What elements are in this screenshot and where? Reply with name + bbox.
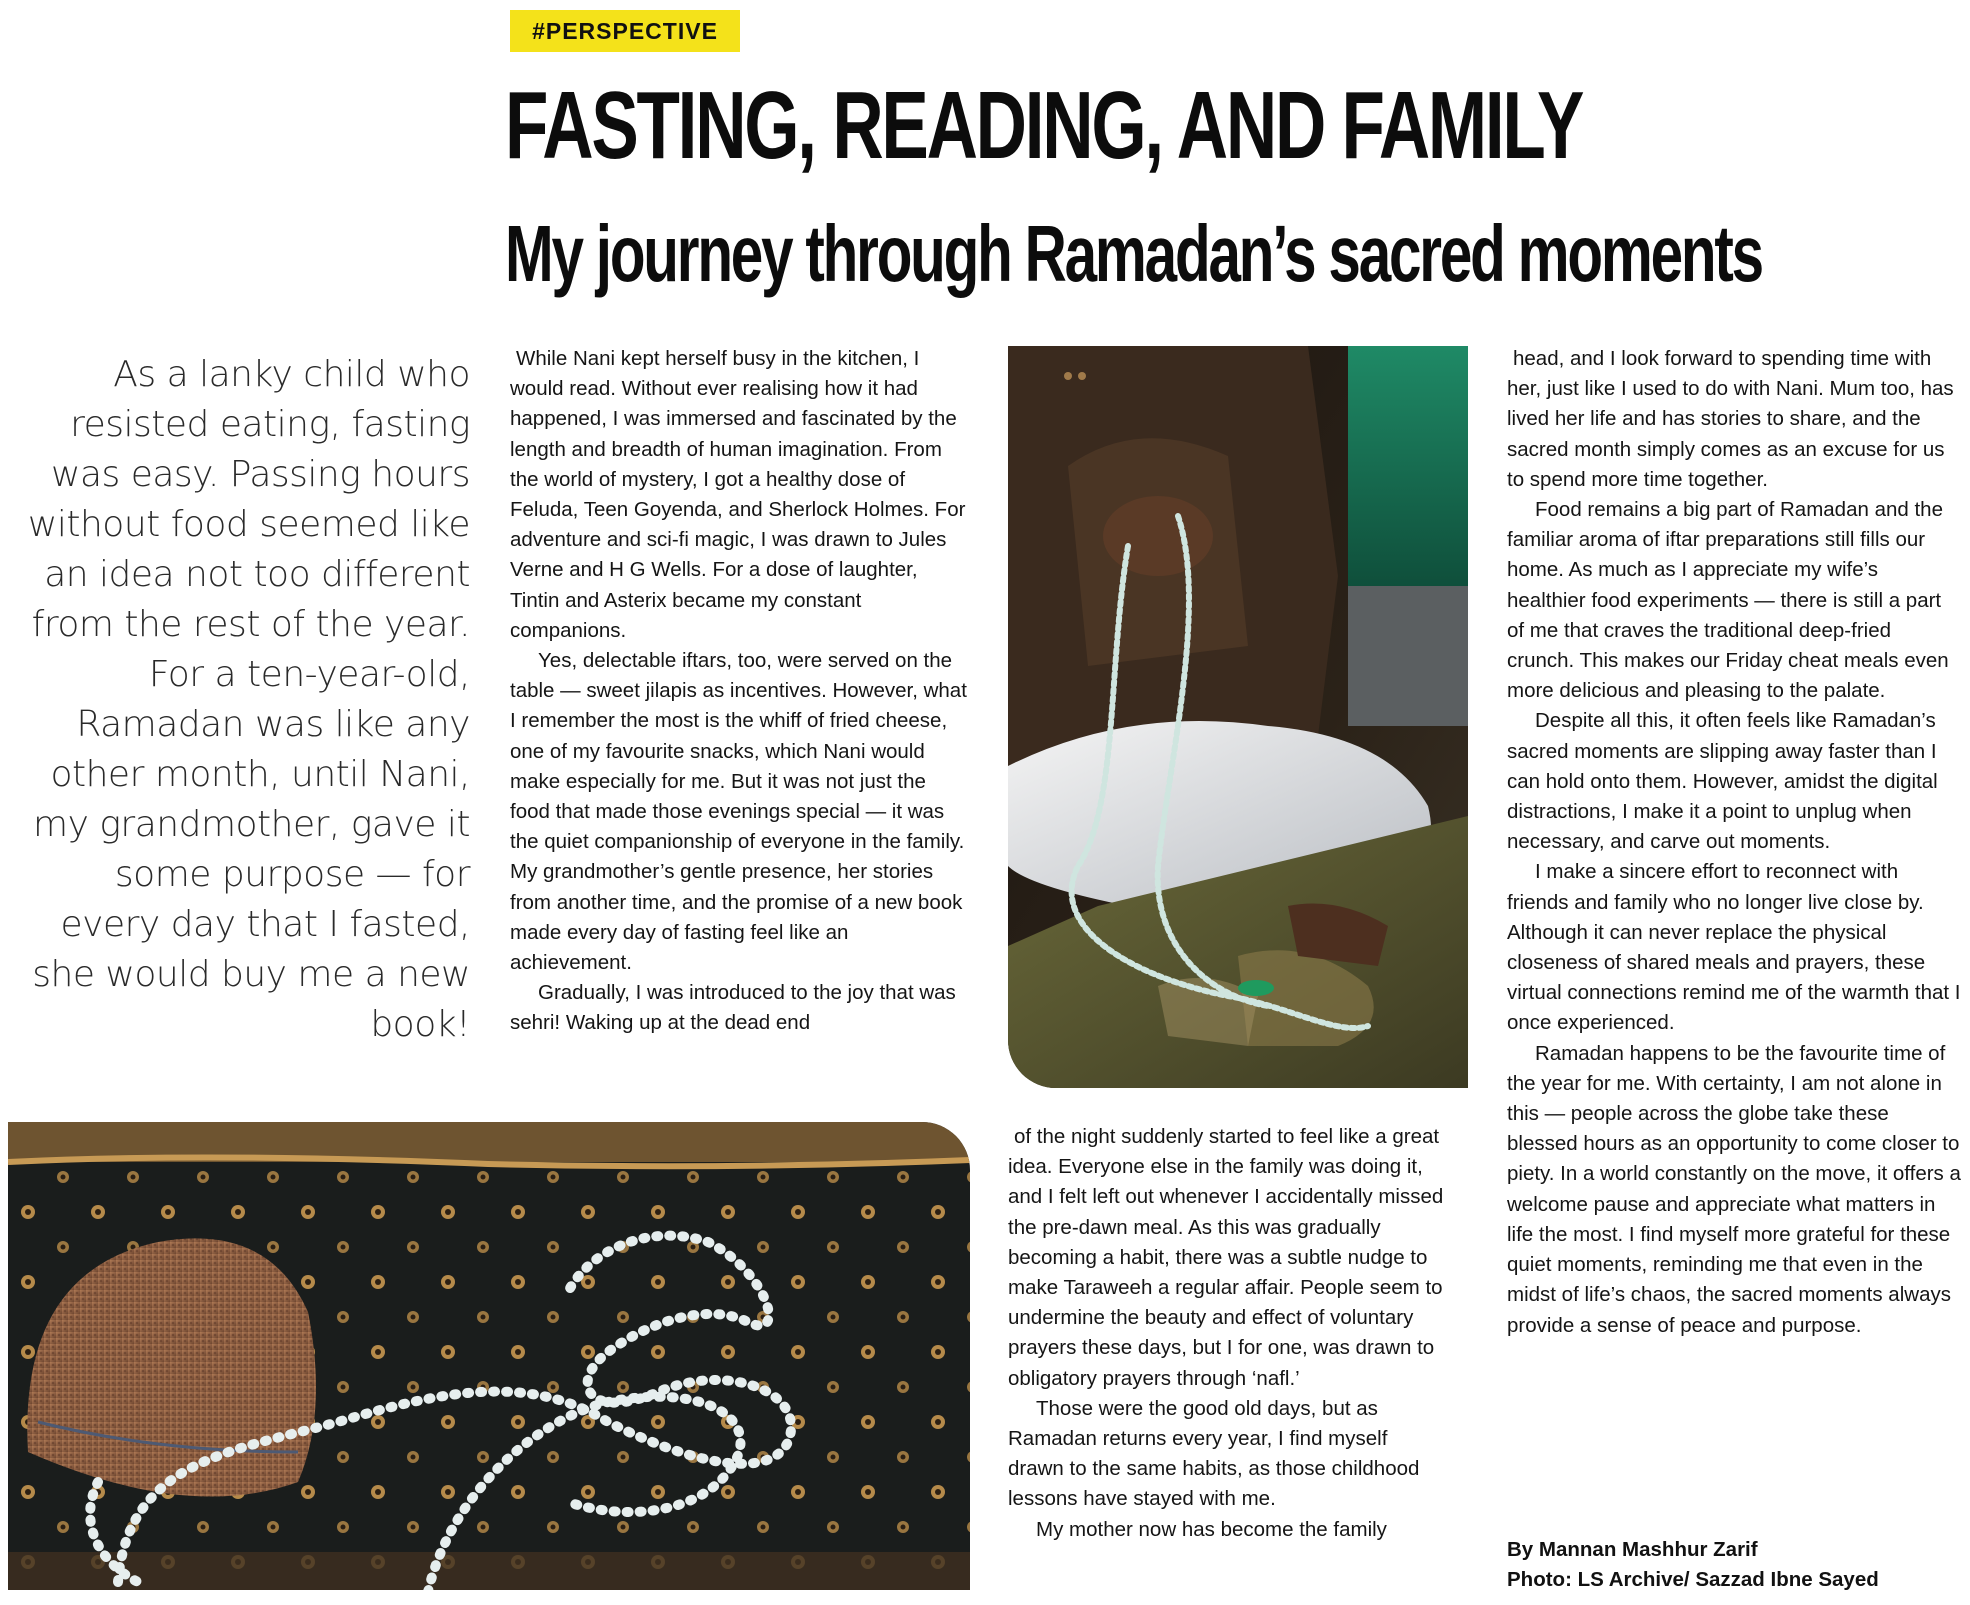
paragraph: Gradually, I was introduced to the joy that was sehri! Waking up at the dead end — [510, 981, 956, 1035]
section-tag: #PERSPECTIVE — [510, 10, 740, 52]
paragraph: head, and I look forward to spending time with her, just like I used to do with Nani. Mum too, has lived her life and has stories to share, and the sacred month simply comes as an excuse for us to spend more time together. — [1507, 347, 1954, 491]
headline: FASTING, READING, AND FAMILY — [505, 72, 1583, 179]
paragraph: My mother now has become the family — [1036, 1517, 1387, 1541]
prayer-beads-photo — [1008, 346, 1468, 1088]
pull-quote: As a lanky child who resisted eating, fasting was easy. Passing hours without food seemed like an idea not too different from the rest of the year. For a ten-year-old, Ramadan was like any other month, until Nani, my grandmother, gave it some purpose — for every day that I fasted, she would buy me a new book! — [27, 354, 470, 1045]
paragraph: Food remains a big part of Ramadan and the familiar aroma of iftar preparations still fills our home. As much as I appreciate my wife’s healthier food experiments — there is still a part of me that craves the traditional deep-fried crunch. This makes our Friday cheat meals even more delicious and pleasing to the palate. — [1507, 498, 1949, 703]
photo-credit: Photo: LS Archive/ Sazzad Ibne Sayed — [1507, 1568, 1879, 1591]
article-column-3 — [1507, 344, 1962, 1341]
paragraph: I make a sincere effort to reconnect with friends and family who no longer live close by. Although it can never replace the physical closeness of shared meals and prayers, these virtual connections remind me of the warmth that I once experienced. — [1507, 860, 1961, 1035]
author-byline: By Mannan Mashhur Zarif — [1507, 1538, 1758, 1561]
article-column-1 — [510, 344, 970, 1039]
paragraph: While Nani kept herself busy in the kitchen, I would read. Without ever realising how it had happened, I was immersed and fascinated by the length and breadth of human imagination. From the world of mystery, I got a healthy dose of Feluda, Teen Goyenda, and Sherlock Holmes. For adventure and sci-fi magic, I was drawn to Jules Verne and H G Wells. For a dose of laughter, Tintin and Asterix became my constant companions. — [510, 347, 966, 642]
subheadline: My journey through Ramadan’s sacred moments — [505, 209, 1762, 298]
prayer-cap-photo — [8, 1122, 970, 1590]
paragraph: Ramadan happens to be the favourite time of the year for me. With certainty, I am not alone in this — people across the globe take these blessed hours as an opportunity to come closer to piety. In a world constantly on the move, it offers a welcome pause and appreciate what matters in life the most. I find myself more grateful for these quiet moments, reminding me that even in the midst of life’s chaos, the sacred moments always provide a sense of peace and purpose. — [1507, 1041, 1961, 1337]
paragraph: of the night suddenly started to feel like a great idea. Everyone else in the family was doing it, and I felt left out whenever I accidentally missed the pre-dawn meal. As this was gradually becoming a habit, there was a subtle nudge to make Taraweeh a regular affair. People seem to undermine the beauty and effect of voluntary prayers these days, but I for one, was drawn to obligatory prayers through ‘nafl.’ — [1008, 1125, 1444, 1390]
paragraph: Yes, delectable iftars, too, were served on the table — sweet jilapis as incentives. However, what I remember the most is the whiff of fried cheese, one of my favourite snacks, which Nani would make especially for me. But it was not just the food that made those evenings special — it was the quiet companionship of everyone in the family. My grandmother’s gentle presence, her stories from another time, and the promise of a new book made every day of fasting feel like an achievement. — [510, 649, 967, 975]
paragraph: Despite all this, it often feels like Ramadan’s sacred moments are slipping away faster than I can hold onto them. However, amidst the digital distractions, I make it a point to unplug when necessary, and carve out moments. — [1507, 709, 1938, 854]
article-column-2 — [1008, 1122, 1448, 1545]
byline-block — [1507, 1535, 1962, 1595]
paragraph: Those were the good old days, but as Ramadan returns every year, I find myself drawn to the same habits, as those childhood lessons have stayed with me. — [1008, 1396, 1420, 1511]
